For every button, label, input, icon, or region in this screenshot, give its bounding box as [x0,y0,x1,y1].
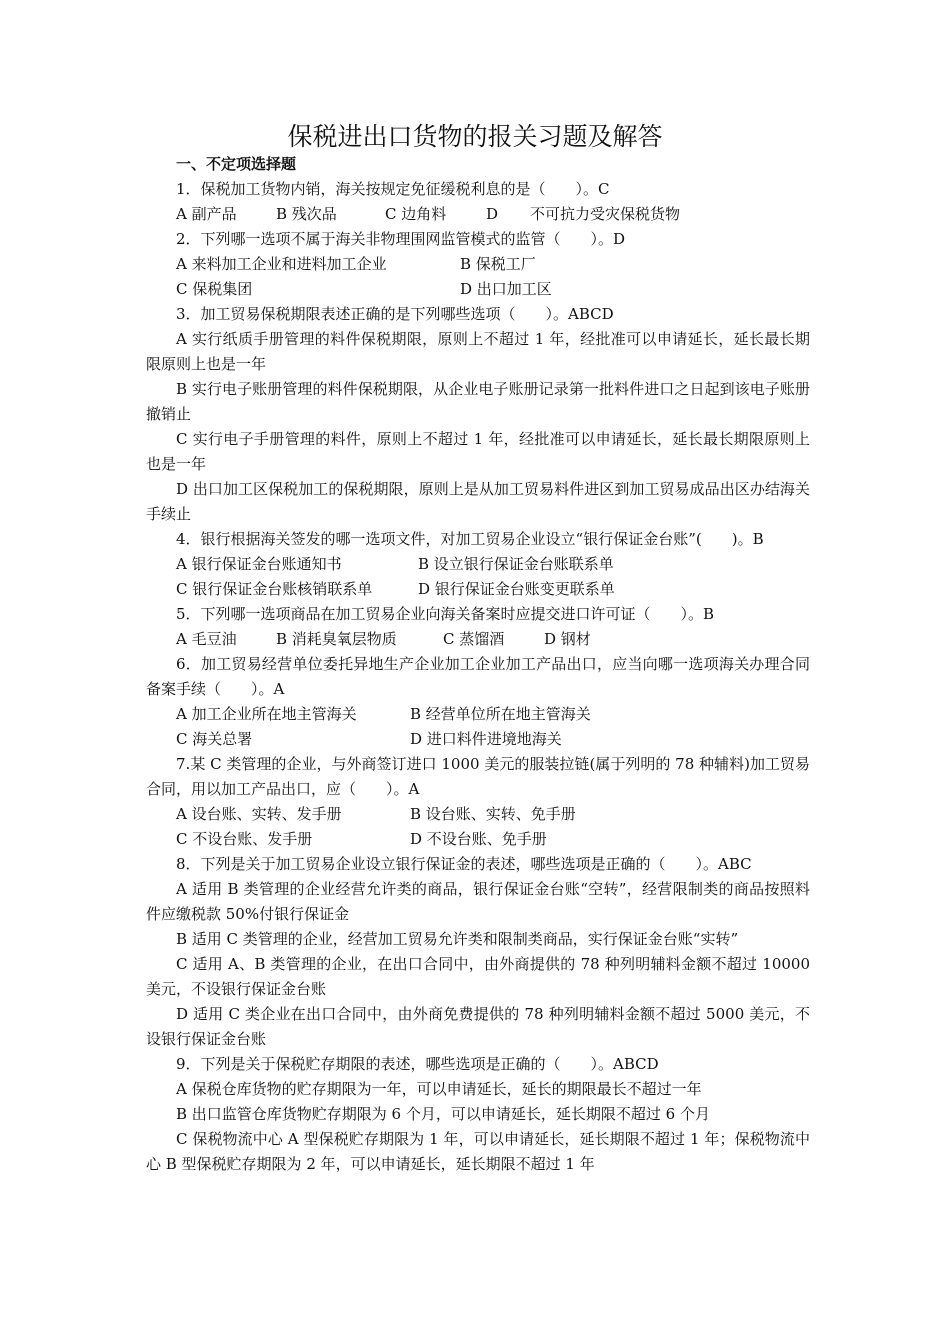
q5-option-c: C 蒸馏酒 [443,630,505,648]
q7-option-b: B 设台账、实转、免手册 [410,805,576,823]
q8-option-c: C 适用 A、B 类管理的企业，在出口合同中，由外商提供的 78 种列明辅料金额不超过 10000 美元，不设银行保证金台账 [146,955,810,998]
question-2-options-row2 [146,277,810,302]
q5-option-b: B 消耗臭氧层物质 [276,630,397,648]
q6-option-a: A 加工企业所在地主管海关 [176,705,357,723]
q6-option-c: C 海关总署 [176,730,253,748]
question-5-options [146,627,810,652]
q5-option-d: D 钢材 [544,630,591,648]
question-2-options-row1 [146,252,810,277]
q4-option-c: C 银行保证金台账核销联系单 [176,580,373,598]
document-title: 保税进出口货物的报关习题及解答 [287,122,663,151]
question-4-options-row1 [146,552,810,577]
q4-option-a: A 银行保证金台账通知书 [176,555,342,573]
question-1-options [146,202,810,227]
section-heading: 一、不定项选择题 [176,155,297,173]
question-5-stem: 5．下列哪一选项商品在加工贸易企业向海关备案时应提交进口许可证（ ）。B [176,605,715,623]
q1-option-b: B 残次品 [276,205,337,223]
question-4-stem: 4．银行根据海关签发的哪一选项文件，对加工贸易企业设立“银行保证金台账”( )。B [176,530,764,548]
question-1-stem: 1．保税加工货物内销，海关按规定免征缓税利息的是（ ）。C [176,180,610,198]
q3-option-a: A 实行纸质手册管理的料件保税期限，原则上不超过 1 年，经批准可以申请延长，延长最长期限原则上也是一年 [146,330,810,373]
q3-option-d: D 出口加工区保税加工的保税期限，原则上是从加工贸易料件进区到加工贸易成品出区办结海关手续止 [146,480,810,523]
q2-option-b: B 保税工厂 [460,255,536,273]
q7-option-c: C 不设台账、发手册 [176,830,313,848]
q1-option-d: D [486,205,499,223]
question-2-stem: 2．下列哪一选项不属于海关非物理围网监管模式的监管（ ）。D [176,230,626,248]
question-7-options-row2 [146,827,810,852]
question-6-stem: 6．加工贸易经营单位委托异地生产企业加工企业加工产品出口，应当向哪一选项海关办理合同备案手续（ ）。A [146,655,810,698]
q2-option-d: D 出口加工区 [460,280,552,298]
q6-option-b: B 经营单位所在地主管海关 [410,705,591,723]
q1-option-c: C 边角料 [385,205,447,223]
q9-option-b: B 出口监管仓库货物贮存期限为 6 个月，可以申请延长，延长期限不超过 6 个月 [176,1105,710,1123]
question-6-options-row2 [146,727,810,752]
question-7-stem: 7.某 C 类管理的企业，与外商签订进口 1000 美元的服装拉链(属于列明的 78 种辅料)加工贸易合同，用以加工产品出口，应（ ）。A [146,755,810,798]
q8-option-d: D 适用 C 类企业在出口合同中，由外商免费提供的 78 种列明辅料金额不超过 5000 美元，不设银行保证金台账 [146,1005,810,1048]
q7-option-a: A 设台账、实转、发手册 [176,805,342,823]
question-7-options-row1 [146,802,810,827]
q8-option-a: A 适用 B 类管理的企业经营允许类的商品，银行保证金台账“空转”，经营限制类的商品按照料件应缴税款 50%付银行保证金 [146,880,810,923]
q1-option-a: A 副产品 [176,205,237,223]
question-4-options-row2 [146,577,810,602]
q4-option-b: B 设立银行保证金台账联系单 [418,555,614,573]
q6-option-d: D 进口料件进境地海关 [410,730,562,748]
q4-option-d: D 银行保证金台账变更联系单 [418,580,615,598]
document-body [146,152,810,1177]
q2-option-c: C 保税集团 [176,280,253,298]
q5-option-a: A 毛豆油 [176,630,237,648]
q8-option-b: B 适用 C 类管理的企业，经营加工贸易允许类和限制类商品，实行保证金台账“实转” [176,930,739,948]
question-6-options-row1 [146,702,810,727]
q3-option-b: B 实行电子账册管理的料件保税期限，从企业电子账册记录第一批料件进口之日起到该电子账册撤销止 [146,380,810,423]
question-9-stem: 9．下列是关于保税贮存期限的表述，哪些选项是正确的（ ）。ABCD [176,1055,659,1073]
question-3-stem: 3．加工贸易保税期限表述正确的是下列哪些选项（ ）。ABCD [176,305,614,323]
q9-option-c: C 保税物流中心 A 型保税贮存期限为 1 年，可以申请延长，延长期限不超过 1 年；保税物流中心 B 型保税贮存期限为 2 年，可以申请延长，延长期限不超过 1 年 [146,1130,810,1173]
q7-option-d: D 不设台账、免手册 [410,830,547,848]
q3-option-c: C 实行电子手册管理的料件，原则上不超过 1 年，经批准可以申请延长，延长最长期限原则上也是一年 [146,430,810,473]
q9-option-a: A 保税仓库货物的贮存期限为一年，可以申请延长，延长的期限最长不超过一年 [176,1080,702,1098]
q2-option-a: A 来料加工企业和进料加工企业 [176,255,387,273]
q1-option-d-text: 不可抗力受灾保税货物 [530,205,681,223]
question-8-stem: 8．下列是关于加工贸易企业设立银行保证金的表述，哪些选项是正确的（ ）。ABC [176,855,752,873]
